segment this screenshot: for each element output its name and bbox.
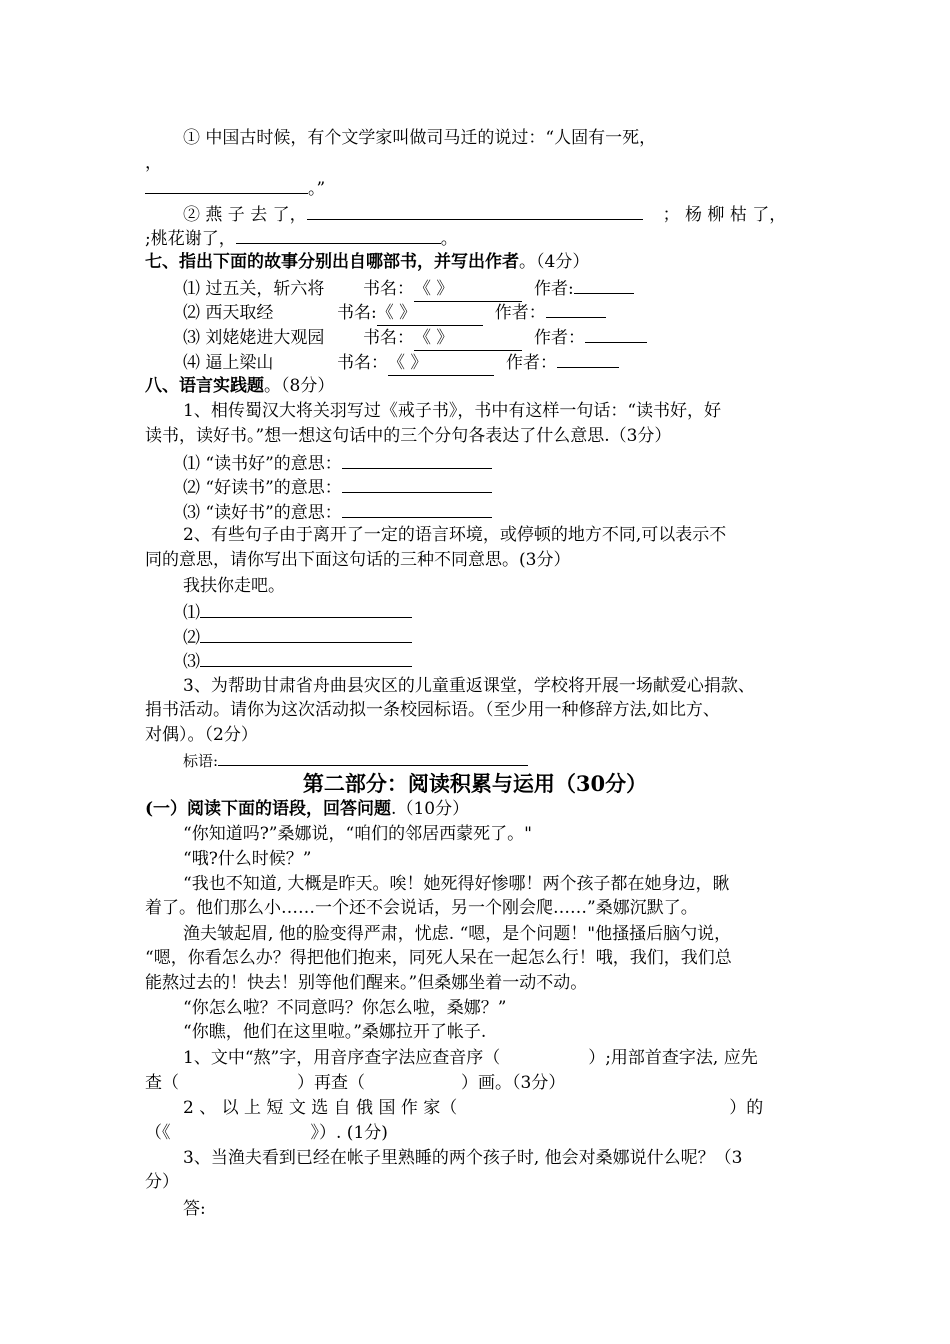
q2-text-b: ）的 (729, 1098, 764, 1118)
q8-1-line2: 读书，读好书。”想一想这句话中的三个分句各表达了什么意思.（3分） (145, 426, 672, 446)
book-blank[interactable]: 《 》 (377, 301, 483, 326)
q8-2-item (183, 648, 412, 674)
q6-2-line2-end: 。 (440, 229, 458, 249)
q6-1-line2: ， (145, 153, 162, 173)
q1-text-c: 查（ (145, 1073, 179, 1093)
p2-q3-line1: 3、当渔夫看到已经在帐子里熟睡的两个孩子时, 他会对桑娜说什么呢？（3 (183, 1148, 743, 1168)
q6-2-line2-start: ;桃花谢了， (145, 229, 236, 249)
story-label: ⑵ 西天取经 (183, 303, 274, 323)
book-label: 书名: (337, 303, 377, 323)
q6-2-start: ② 燕 子 去 了， (183, 205, 307, 225)
section7-heading (145, 250, 589, 274)
passage-line: 着了。他们那么小……一个还不会说话，另一个刚会爬……”桑娜沉默了。 (145, 898, 698, 918)
p2-q1-line1 (183, 1046, 758, 1070)
book-blank[interactable]: 《 》 (388, 351, 494, 376)
author-label: 作者： (506, 353, 557, 373)
q1-text-b: ）;用部首查字法, 应先 (588, 1048, 758, 1068)
slogan-label: 标语: (183, 752, 219, 770)
sub-heading-score: .（10分） (391, 799, 470, 819)
sub-heading-text: (一）阅读下面的语段，回答问题 (145, 799, 392, 819)
q2-text-c: （《 (145, 1123, 171, 1143)
passage-line: “你怎么啦？不同意吗？你怎么啦，桑娜？” (183, 998, 507, 1018)
passage-line: “哦?什么时候？” (183, 849, 312, 869)
q6-1-line1: ① 中国古时候，有个文学家叫做司马迁的说过：“人固有一死， (183, 128, 657, 148)
answer-blank[interactable] (200, 648, 412, 667)
author-blank[interactable] (557, 349, 619, 368)
q2-text-d: 》）. (1分) (310, 1123, 388, 1143)
q1-text-a: 1、文中“熬”字，用音序查字法应查音序（ (183, 1048, 501, 1068)
section7-item (183, 349, 619, 376)
q8-3-line1: 3、为帮助甘肃省舟曲县灾区的儿童重返课堂，学校将开展一场献爱心捐款、 (183, 676, 755, 696)
q8-2-item (183, 599, 412, 625)
answer-blank[interactable] (200, 599, 412, 618)
q8-1-item (183, 499, 492, 525)
q8-3-line3: 对偶）。（2分） (145, 725, 258, 745)
passage-line: “嗯，你看怎么办？得把他们抱来，同死人呆在一起怎么行！哦，我们，我们总 (145, 948, 732, 968)
author-label: 作者： (494, 303, 546, 323)
q8-2-item (183, 624, 412, 650)
q8-3-line2: 捐书活动。请你为这次活动拟一条校园标语。（至少用一种修辞方法,如比方、 (145, 700, 720, 720)
q2-text-a: 2 、 以 上 短 文 选 自 俄 国 作 家（ (183, 1098, 458, 1118)
story-label: ⑴ 过五关，斩六将 (183, 279, 325, 299)
q6-2-end: ； 杨 柳 枯 了， (662, 205, 787, 225)
q8-1-item (183, 474, 492, 500)
p2-q1-line2 (145, 1071, 565, 1095)
author-label: 作者: (534, 279, 574, 299)
passage-line: “你知道吗?”桑娜说，“咱们的邻居西蒙死了。" (183, 824, 533, 844)
meaning-label: ⑶ “读好书”的意思： (183, 503, 342, 523)
q1-text-d: ）再查（ (297, 1073, 365, 1093)
author-blank[interactable] (574, 275, 634, 294)
story-label: ⑶ 刘姥姥进大观园 (183, 328, 325, 348)
part2-sub-heading (145, 797, 469, 821)
q8-2-line1: 2、有些句子由于离开了一定的语言环境，或停顿的地方不同,可以表示不 (183, 525, 727, 545)
answer-blank[interactable] (145, 175, 308, 194)
q1-text-e: ）画。（3分） (461, 1073, 566, 1093)
passage-line: “我也不知道, 大概是昨天。唉！她死得好惨哪！两个孩子都在她身边，瞅 (183, 874, 730, 894)
answer-label: 答: (183, 1199, 206, 1219)
p2-q3-line2: 分） (145, 1172, 179, 1192)
section7-score: 。（4分） (519, 252, 590, 272)
p2-q2-line2 (145, 1121, 388, 1145)
answer-blank[interactable] (342, 474, 492, 493)
answer-blank[interactable] (342, 499, 492, 518)
section7-item (183, 324, 647, 351)
book-label: 书名： (363, 328, 414, 348)
item-number: ⑵ (183, 628, 200, 648)
answer-blank[interactable] (342, 450, 492, 469)
answer-blank[interactable] (200, 624, 412, 643)
q6-2-line1 (183, 201, 786, 227)
section8-score: 。（8分） (264, 376, 335, 396)
author-label: 作者： (534, 328, 585, 348)
q8-2-sentence: 我扶你走吧。 (183, 576, 285, 596)
answer-blank[interactable] (307, 201, 643, 220)
meaning-label: ⑴ “读书好”的意思： (183, 454, 342, 474)
section7-title: 七、指出下面的故事分别出自哪部书，并写出作者 (145, 252, 519, 272)
meaning-label: ⑵ “好读书”的意思： (183, 478, 342, 498)
section8-heading (145, 374, 334, 398)
book-blank[interactable]: 《 》 (414, 277, 522, 302)
section7-item (183, 275, 634, 302)
q6-1-line3 (145, 175, 325, 201)
part2-title: 第二部分：阅读积累与运用（30分） (302, 771, 648, 796)
q8-1-item (183, 450, 492, 476)
story-label: ⑷ 逼上梁山 (183, 353, 274, 373)
section7-item (183, 299, 606, 326)
slogan-blank[interactable] (218, 747, 528, 766)
p2-q2-line1 (183, 1096, 763, 1120)
author-blank[interactable] (546, 299, 606, 318)
book-label: 书名： (363, 279, 414, 299)
passage-line: 渔夫皱起眉, 他的脸变得严肃，忧虑. “嗯，是个问题！"他搔搔后脑勺说， (183, 924, 732, 944)
passage-line: 能熬过去的！快去！别等他们醒来。”但桑娜坐着一动不动。 (145, 973, 588, 993)
book-label: 书名： (337, 353, 388, 373)
q8-1-line1: 1、相传蜀汉大将关羽写过《戒子书》，书中有这样一句话：“读书好，好 (183, 401, 722, 421)
q6-2-line2 (145, 225, 458, 251)
q8-2-line2: 同的意思，请你写出下面这句话的三种不同意思。(3分） (145, 550, 571, 570)
passage-line: “你瞧，他们在这里啦。”桑娜拉开了帐子. (183, 1022, 487, 1042)
book-blank[interactable]: 《 》 (414, 326, 522, 351)
section8-title: 八、语言实践题 (145, 376, 264, 396)
author-blank[interactable] (585, 324, 647, 343)
item-number: ⑶ (183, 652, 200, 672)
answer-blank[interactable] (236, 225, 441, 244)
item-number: ⑴ (183, 603, 200, 623)
q6-1-line3-end: 。” (308, 179, 326, 199)
